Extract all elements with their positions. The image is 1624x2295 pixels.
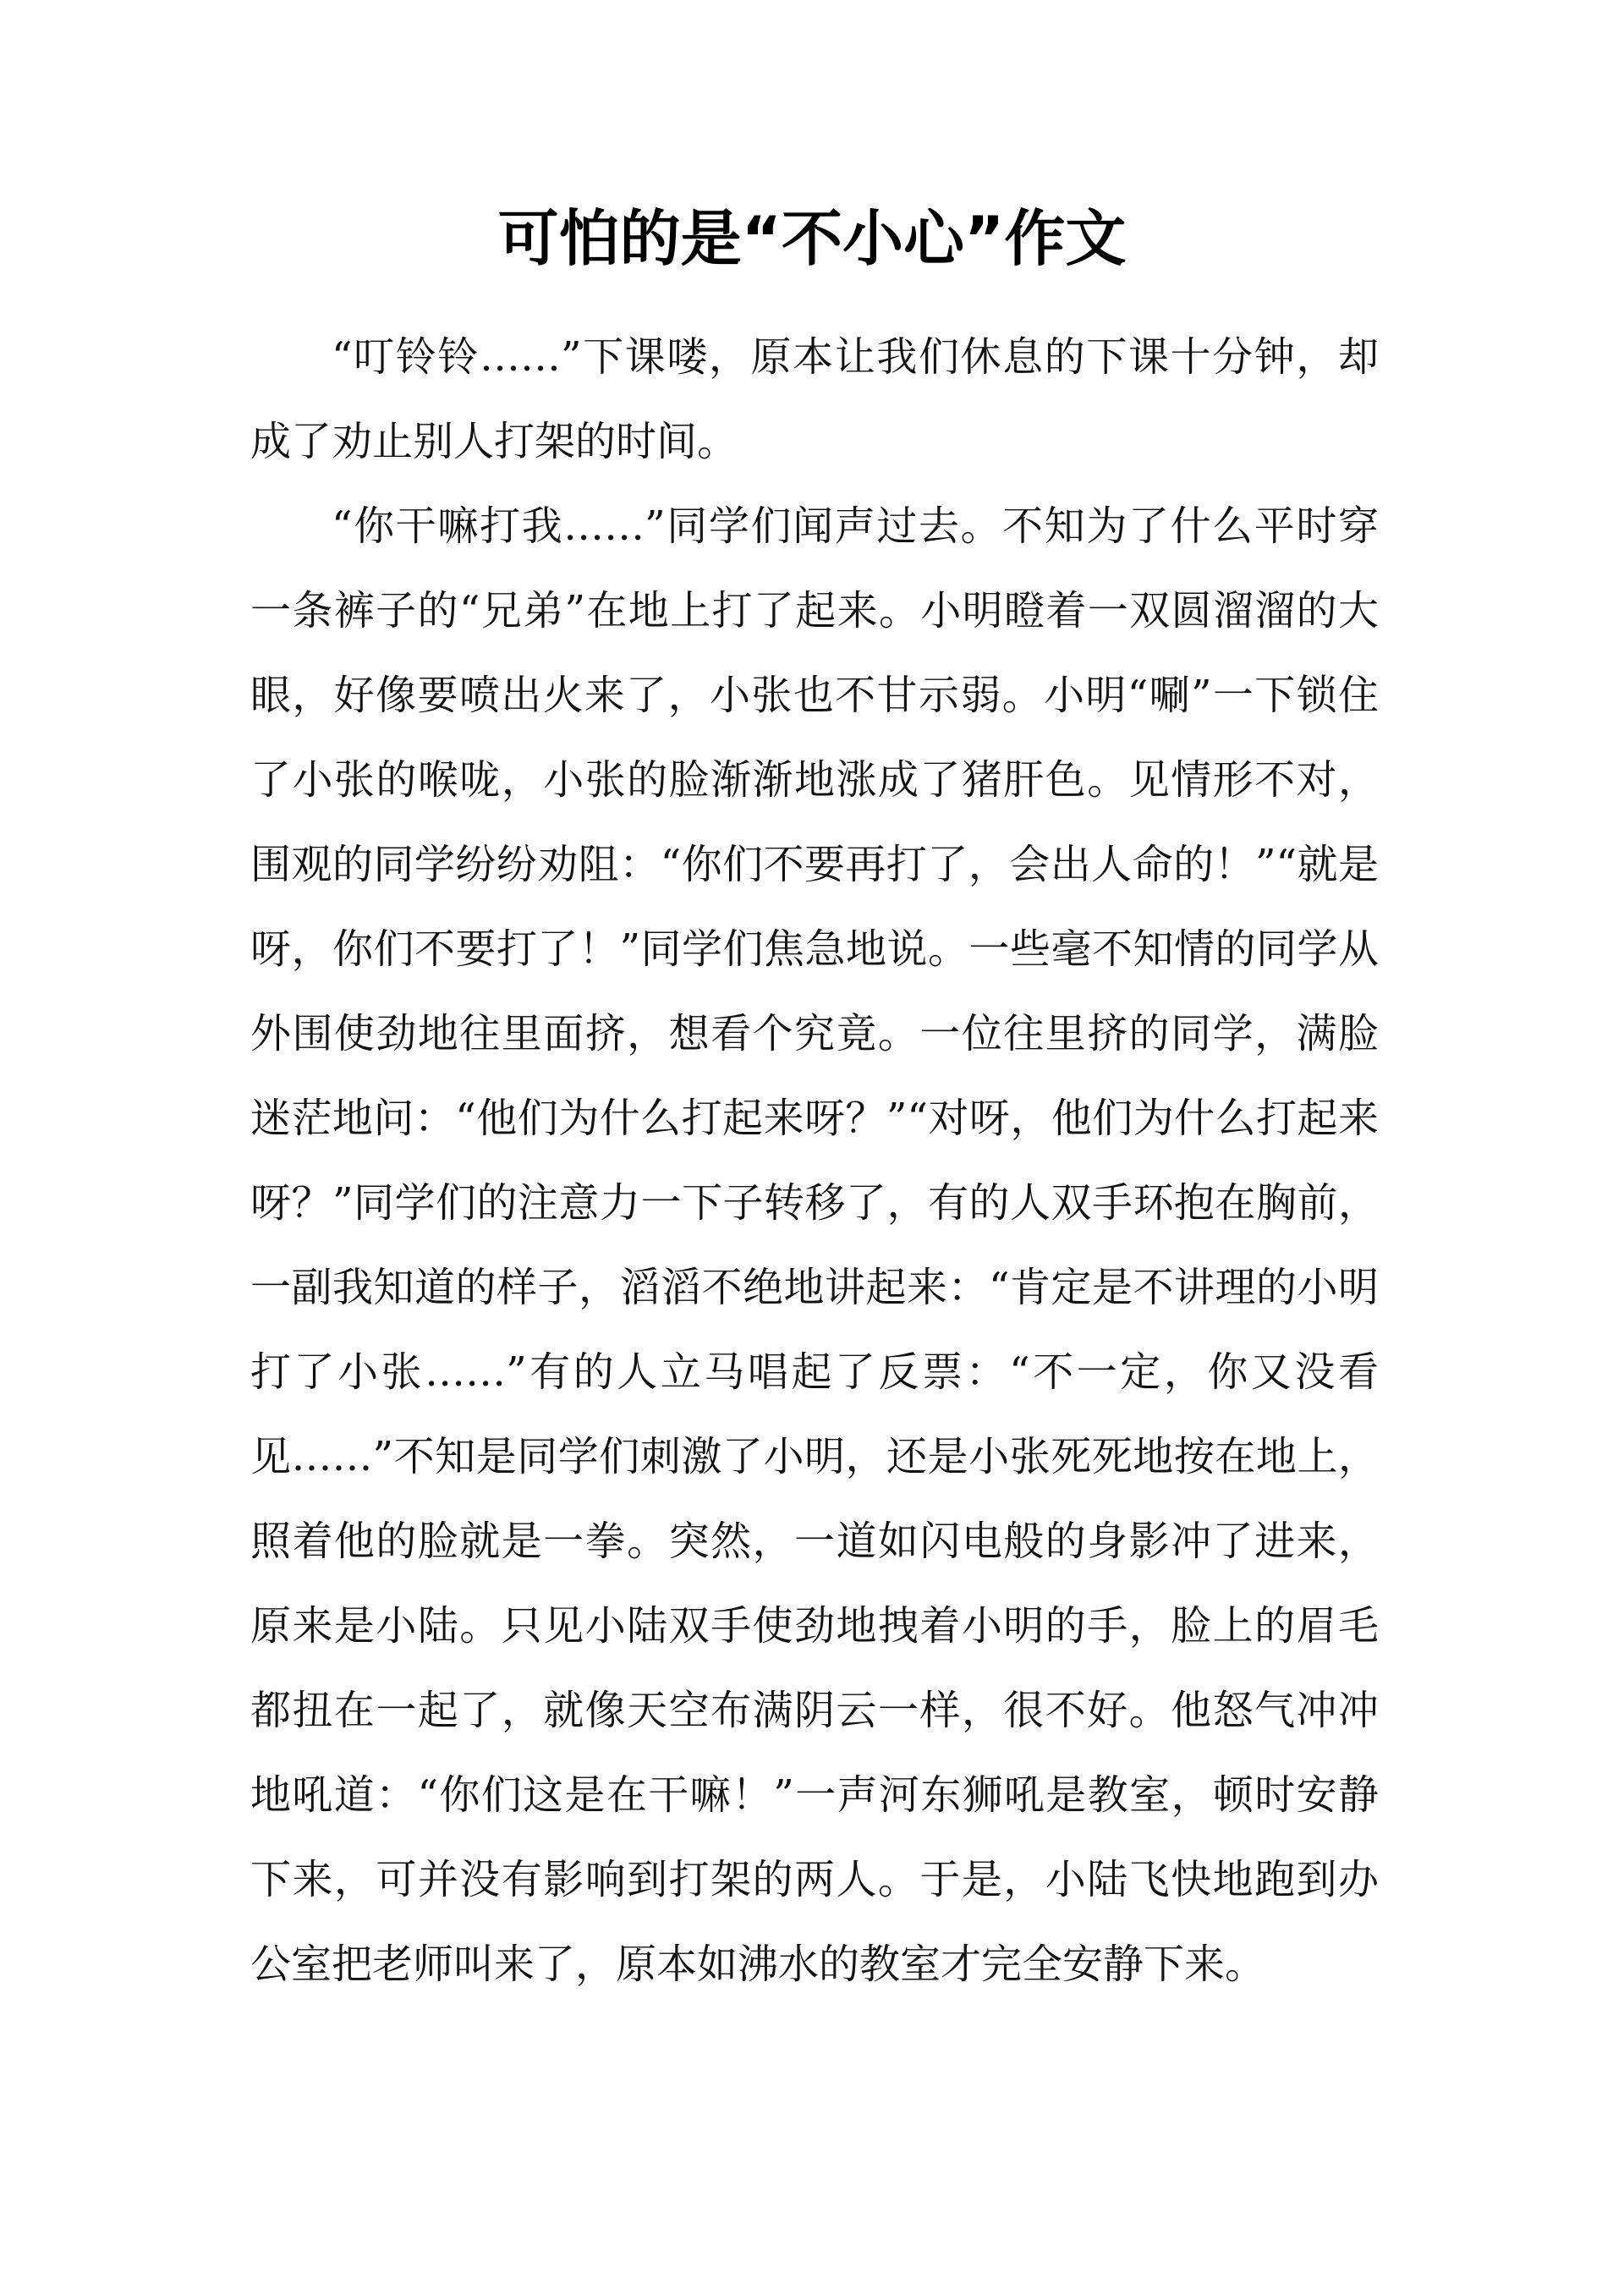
paragraph-2: “你干嘛打我……”同学们闻声过去。不知为了什么平时穿一条裤子的“兄弟”在地上打了起来。小明瞪着一双圆溜溜的大眼，好像要喷出火来了，小张也不甘示弱。小明“唰”一下锁住了小张的喉咙，小张的脸渐渐地涨成了猪肝色。见情形不对，围观的同学纷纷劝阻：“你们不要再打了，会出人命的！”“就是呀，你们不要打了！”同学们焦急地说。一些毫不知情的同学从外围使劲地往里面挤，想看个究竟。一位往里挤的同学，满脸迷茫地问：“他们为什么打起来呀？”“对呀，他们为什么打起来呀？”同学们的注意力一下子转移了，有的人双手环抱在胸前，一副我知道的样子，滔滔不绝地讲起来：“肯定是不讲理的小明打了小张……”有的人立马唱起了反票：“不一定，你又没看见……”不知是同学们刺激了小明，还是小张死死地按在地上，照着他的脸就是一拳。突然，一道如闪电般的身影冲了进来，原来是小陆。只见小陆双手使劲地拽着小明的手，脸上的眉毛都扭在一起了，就像天空布满阴云一样，很不好。他怒气冲冲地吼道：“你们这是在干嘛！”一声河东狮吼是教室，顿时安静下来，可并没有影响到打架的两人。于是，小陆飞快地跑到办公室把老师叫来了，原本如沸水的教室才完全安静下来。 [250, 502, 1379, 1988]
document-title: 可怕的是“不小心”作文 [497, 203, 1127, 274]
document-body [250, 315, 1379, 2007]
paragraph-1: “叮铃铃……”下课喽，原本让我们休息的下课十分钟，却成了劝止别人打架的时间。 [250, 333, 1379, 465]
